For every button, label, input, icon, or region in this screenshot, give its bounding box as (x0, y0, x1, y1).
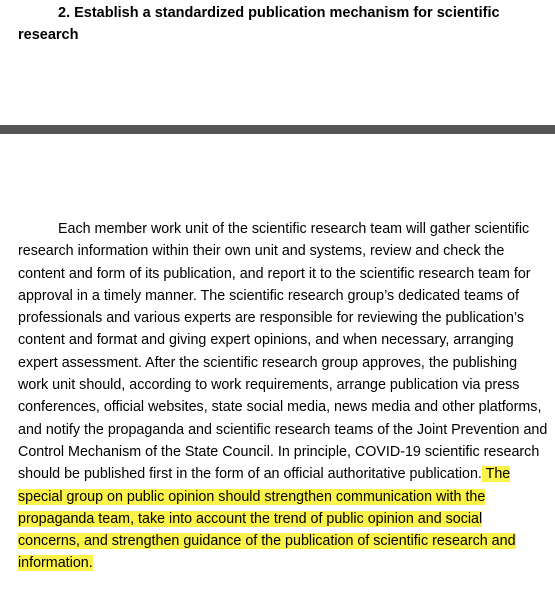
highlighted-text: The special group on public opinion should strengthen communication with the propaganda team, take into account the trend of public opinion and social concerns, and strengthen guidance of the publication of scientific research and information. (18, 466, 516, 572)
section-heading: 2. Establish a standardized publication mechanism for scientific research (18, 5, 500, 43)
body-paragraph (18, 218, 548, 575)
paragraph-text: Each member work unit of the scientific research team will gather scientific research information within their own unit and systems, review and check the content and form of its publication, and report it to the scientific research team for approval in a timely manner. The scientific research group’s dedicated teams of professionals and various experts are responsible for reviewing the publication’s content and format and giving expert opinions, and when necessary, arranging expert assessment. After the scientific research group approves, the publishing work unit should, according to work requirements, arrange publication via press conferences, official websites, state social media, news media and other platforms, and notify the propaganda and scientific research teams of the Joint Prevention and Control Mechanism of the State Council. In principle, COVID-19 scientific research should be published first in the form of an official authoritative publication. (18, 221, 548, 483)
page-divider (0, 125, 555, 134)
